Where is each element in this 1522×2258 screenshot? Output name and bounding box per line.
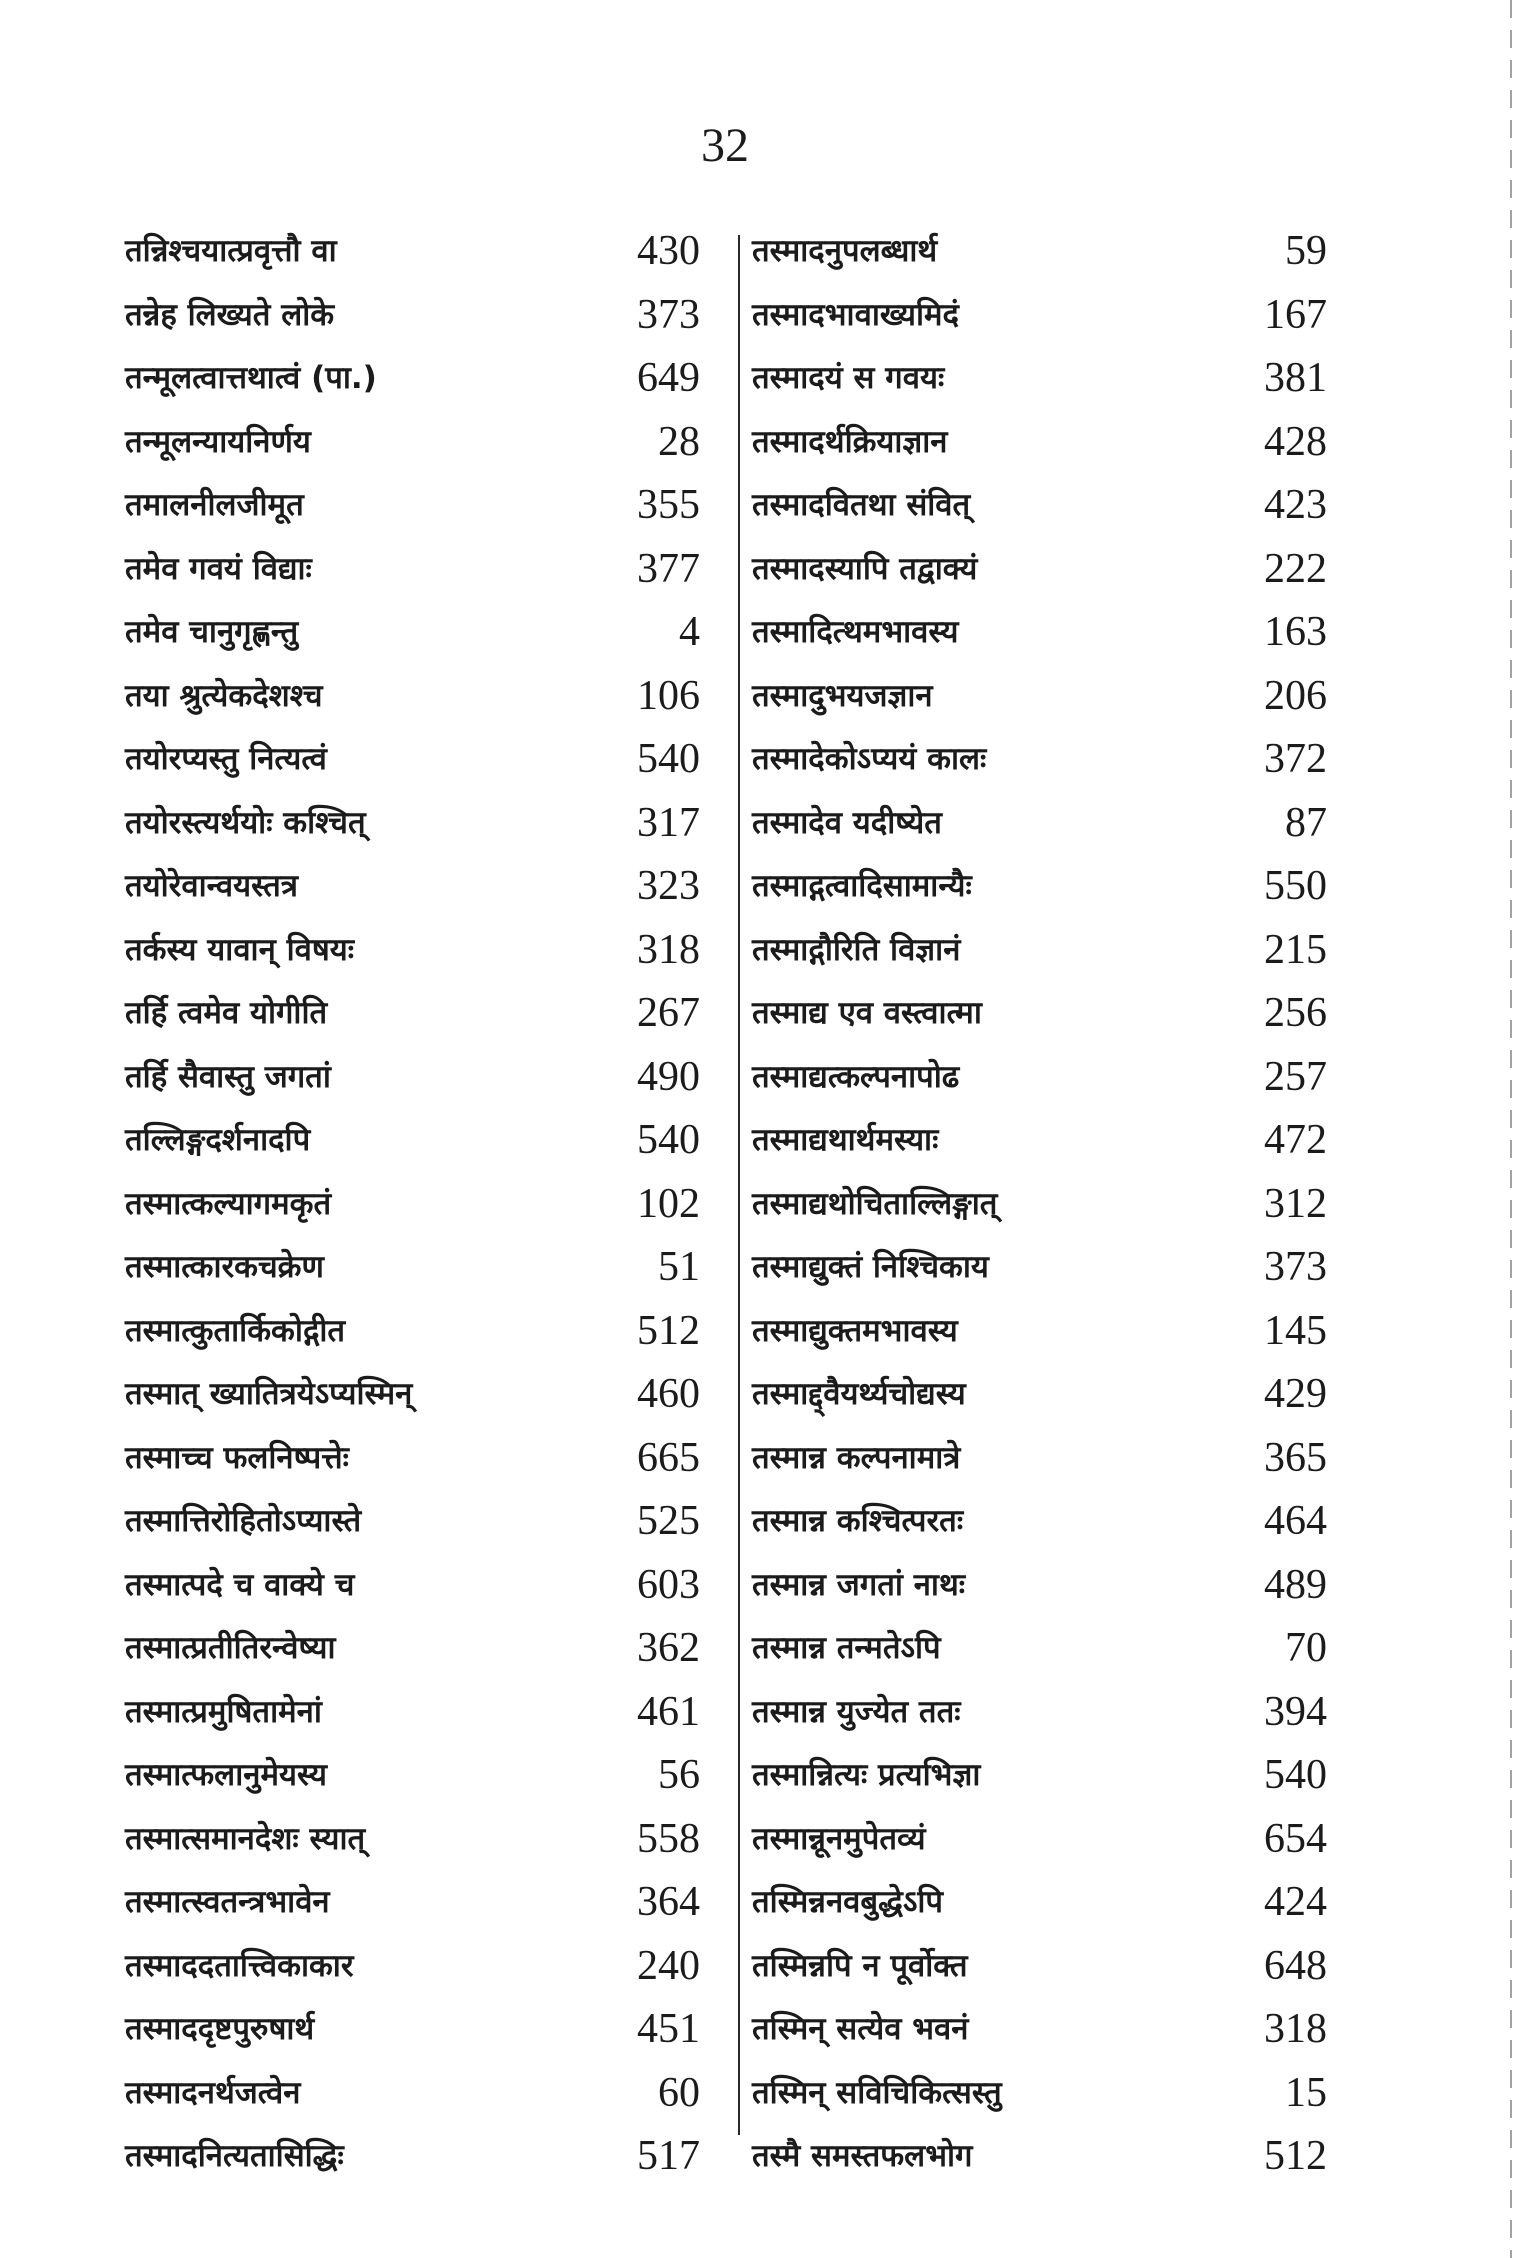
page-reference: 318 [1264, 2006, 1327, 2052]
column-divider [738, 235, 740, 2135]
page-reference: 364 [637, 1879, 700, 1925]
index-term: तस्मादनित्यतासिद्धिः [125, 2138, 344, 2174]
page-reference: 540 [637, 736, 700, 782]
index-term: तस्मादभावाख्यमिदं [752, 296, 959, 333]
index-entry [752, 2062, 1327, 2126]
index-entry [752, 220, 1327, 284]
page-reference: 654 [1264, 1815, 1327, 1862]
page-reference: 665 [637, 1434, 700, 1481]
page-reference: 15 [1285, 2069, 1327, 2116]
index-column-left [125, 220, 720, 2189]
page-reference: 256 [1264, 990, 1327, 1036]
index-entry [752, 1236, 1327, 1300]
index-term: तस्मात्कारकचक्रेण [125, 1249, 324, 1285]
index-entry [125, 1173, 720, 1237]
index-entry [125, 1236, 720, 1300]
page-reference: 167 [1264, 291, 1327, 338]
index-entry [125, 2062, 720, 2126]
page-reference: 424 [1264, 1879, 1327, 1925]
index-term: तमालनीलजीमूत [125, 487, 304, 523]
page-reference: 373 [637, 291, 700, 338]
index-term: तस्मादेव यदीष्येत [752, 804, 942, 841]
index-entry [125, 1046, 720, 1110]
page-reference: 28 [658, 418, 700, 465]
page-reference: 451 [637, 2006, 700, 2052]
page-reference: 59 [1285, 228, 1327, 274]
index-term: तन्नेह लिख्यते लोके [125, 296, 335, 333]
index-entry [752, 411, 1327, 475]
index-term: तस्मात्समानदेशः स्यात् [125, 1820, 366, 1857]
index-entry [125, 538, 720, 602]
index-term: तस्मादनर्थजत्वेन [125, 2074, 301, 2111]
page-reference: 489 [1264, 1561, 1327, 1608]
page-reference: 56 [658, 1752, 700, 1798]
index-term: तस्माद्युक्तं निश्चिकाय [752, 1249, 989, 1285]
index-entry [125, 601, 720, 665]
page-reference: 102 [637, 1180, 700, 1227]
index-entry [752, 1490, 1327, 1554]
index-term: तस्माद्यथार्थमस्याः [752, 1122, 939, 1158]
index-term: तस्मान्नित्यः प्रत्यभिज्ञा [752, 1757, 981, 1793]
page-reference: 512 [1264, 2133, 1327, 2179]
page-reference: 525 [637, 1498, 700, 1544]
index-term: तन्मूलन्यायनिर्णय [125, 423, 311, 460]
index-entry [752, 919, 1327, 983]
page-reference: 517 [637, 2133, 700, 2179]
index-term: तस्माद्गौरिति विज्ञानं [752, 931, 961, 968]
index-term: तस्मादेकोऽप्ययं कालः [752, 741, 987, 777]
page-reference: 60 [658, 2069, 700, 2116]
index-entry [752, 792, 1327, 856]
index-term: तस्मादयं स गवयः [752, 360, 945, 396]
index-entry [752, 474, 1327, 538]
index-term: तस्मादर्थक्रियाज्ञान [752, 423, 948, 460]
page-reference: 355 [637, 482, 700, 528]
index-term: तस्माद्गत्वादिसामान्यैः [752, 868, 972, 904]
index-term: तस्मात्स्वतन्त्रभावेन [125, 1884, 330, 1920]
page-reference: 222 [1264, 545, 1327, 592]
index-entry [125, 1681, 720, 1745]
page-reference: 70 [1285, 1625, 1327, 1671]
index-entry [125, 728, 720, 792]
index-term: तस्मात्तिरोहितोऽप्यास्ते [125, 1503, 362, 1539]
index-term: तस्मात्कुतार्किकोद्गीत [125, 1312, 346, 1349]
index-entry [125, 1109, 720, 1173]
page-reference: 373 [1264, 1244, 1327, 1290]
index-entry [752, 347, 1327, 411]
index-entry [752, 1681, 1327, 1745]
page-reference: 365 [1264, 1434, 1327, 1481]
index-entry [752, 665, 1327, 729]
index-entry [125, 1300, 720, 1364]
page-reference: 145 [1264, 1307, 1327, 1354]
index-entry [125, 1554, 720, 1618]
index-term: तस्मान्न कश्चित्परतः [752, 1503, 964, 1539]
index-entry [752, 1427, 1327, 1491]
index-entry [125, 919, 720, 983]
index-term: तस्मान्न युज्येत ततः [752, 1693, 961, 1730]
index-entry [752, 1998, 1327, 2062]
index-entry [125, 855, 720, 919]
index-entry [125, 1427, 720, 1491]
index-term: तस्मात्प्रतीतिरन्वेष्या [125, 1630, 336, 1666]
page-reference: 4 [679, 609, 700, 655]
index-entry [125, 1744, 720, 1808]
index-entry [752, 982, 1327, 1046]
page-reference: 423 [1264, 482, 1327, 528]
index-term: तस्मादित्थमभावस्य [752, 614, 959, 650]
index-term: तर्कस्य यावान् विषयः [125, 931, 355, 968]
index-term: तस्मिन् सत्येव भवनं [752, 2011, 969, 2047]
page-reference: 648 [1264, 1942, 1327, 1989]
page-reference: 394 [1264, 1688, 1327, 1735]
index-term: तस्मान्न तन्मतेऽपि [752, 1630, 941, 1666]
index-term: तस्माददृष्टपुरुषार्थ [125, 2011, 315, 2047]
index-entry [752, 1744, 1327, 1808]
index-entry [125, 347, 720, 411]
page-reference: 540 [1264, 1752, 1327, 1798]
index-term: तस्मिन् सविचिकित्सस्तु [752, 2074, 1002, 2111]
index-term: तर्हि त्वमेव योगीति [125, 995, 328, 1031]
index-term: तस्माच्च फलनिष्पत्तेः [125, 1439, 349, 1476]
page-reference: 257 [1264, 1053, 1327, 1100]
index-entry [125, 220, 720, 284]
page-reference: 461 [637, 1688, 700, 1735]
page-reference: 381 [1264, 355, 1327, 401]
page-reference: 558 [637, 1815, 700, 1862]
page-reference: 490 [637, 1053, 700, 1100]
index-entry [125, 411, 720, 475]
index-term: तस्मान्नूनमुपेतव्यं [752, 1820, 926, 1857]
page-edge-shadow [1510, 0, 1512, 2258]
index-entry [125, 665, 720, 729]
index-term: तस्मिन्नपि न पूर्वोक्त [752, 1947, 968, 1984]
index-entry [752, 1300, 1327, 1364]
page-reference: 372 [1264, 736, 1327, 782]
page-reference: 267 [637, 990, 700, 1036]
index-term: तस्मात्प्रमुषितामेनां [125, 1693, 322, 1730]
index-entry [125, 474, 720, 538]
page-reference: 460 [637, 1371, 700, 1417]
index-entry [125, 1808, 720, 1872]
page-reference: 215 [1264, 926, 1327, 973]
index-term: तस्मान्न कल्पनामात्रे [752, 1439, 961, 1476]
page-reference: 472 [1264, 1117, 1327, 1163]
page-reference: 312 [1264, 1180, 1327, 1227]
index-term: तस्मान्न जगतां नाथः [752, 1566, 966, 1603]
page-reference: 540 [637, 1117, 700, 1163]
index-term: तस्मात्कल्यागमकृतं [125, 1185, 332, 1222]
index-entry [752, 538, 1327, 602]
page-reference: 163 [1264, 609, 1327, 655]
page-reference: 649 [637, 355, 700, 401]
index-entry [752, 855, 1327, 919]
index-entry [125, 1871, 720, 1935]
index-entry [752, 1935, 1327, 1999]
index-entry [752, 1173, 1327, 1237]
page-reference: 429 [1264, 1371, 1327, 1417]
index-entry [125, 1935, 720, 1999]
page-reference: 550 [1264, 863, 1327, 909]
index-term: तस्माद्यत्कल्पनापोढ [752, 1058, 960, 1095]
page-reference: 428 [1264, 418, 1327, 465]
index-column-right [752, 220, 1327, 2189]
index-term: तस्मिन्ननवबुद्धेऽपि [752, 1884, 943, 1920]
index-entry [752, 1808, 1327, 1872]
index-entry [752, 1046, 1327, 1110]
page-reference: 464 [1264, 1498, 1327, 1544]
index-term: तस्मादुभयजज्ञान [752, 677, 933, 714]
index-term: तस्मादवितथा संवित् [752, 487, 971, 523]
index-term: तयोरप्यस्तु नित्यत्वं [125, 741, 327, 777]
index-term: तल्लिङ्गदर्शनादपि [125, 1122, 311, 1158]
index-term: तस्मात्फलानुमेयस्य [125, 1757, 327, 1793]
page-reference: 430 [637, 228, 700, 274]
index-term: तर्हि सैवास्तु जगतां [125, 1058, 331, 1095]
index-entry [125, 1998, 720, 2062]
index-entry [752, 1617, 1327, 1681]
index-term: तस्माददतात्त्विकाकार [125, 1947, 354, 1984]
index-entry [125, 1490, 720, 1554]
index-term: तमेव चानुगृह्णन्तु [125, 614, 299, 650]
page-reference: 362 [637, 1625, 700, 1671]
page-number: 32 [701, 119, 749, 172]
index-entry [752, 284, 1327, 348]
index-entry [125, 1363, 720, 1427]
page-reference: 512 [637, 1307, 700, 1354]
index-term: तस्माद्युक्तमभावस्य [752, 1312, 958, 1349]
page-reference: 603 [637, 1561, 700, 1608]
page-reference: 87 [1285, 799, 1327, 846]
index-term: तन्निश्चयात्प्रवृत्तौ वा [125, 233, 337, 269]
index-entry [125, 284, 720, 348]
index-term: तस्मै समस्तफलभोग [752, 2138, 973, 2174]
index-entry [125, 1617, 720, 1681]
page-reference: 51 [658, 1244, 700, 1290]
index-term: तस्माद्यथोचिताल्लिङ्गात् [752, 1185, 998, 1222]
index-term: तयोरस्त्यर्थयोः कश्चित् [125, 804, 366, 841]
index-term: तस्मादस्यापि तद्वाक्यं [752, 550, 978, 587]
index-entry [752, 601, 1327, 665]
page-reference: 377 [637, 545, 700, 592]
index-term: तस्माद्द्वैयर्थ्यचोद्यस्य [752, 1376, 966, 1412]
index-term: तन्मूलत्वात्तथात्वं (पा.) [125, 360, 377, 396]
page-reference: 317 [637, 799, 700, 846]
page-reference: 240 [637, 1942, 700, 1989]
index-term: तमेव गवयं विद्याः [125, 550, 312, 587]
index-term: तया श्रुत्येकदेशश्च [125, 677, 323, 714]
index-entry [752, 1554, 1327, 1618]
index-term: तस्मात् ख्यातित्रयेऽप्यस्मिन् [125, 1376, 413, 1412]
page-reference: 323 [637, 863, 700, 909]
index-entry [125, 2125, 720, 2189]
page-reference: 106 [637, 672, 700, 719]
index-term: तस्मादनुपलब्धार्थ [752, 233, 938, 269]
index-term: तस्माद्य एव वस्त्वात्मा [752, 995, 982, 1031]
index-entry [125, 982, 720, 1046]
index-entry [125, 792, 720, 856]
index-entry [752, 728, 1327, 792]
page-reference: 206 [1264, 672, 1327, 719]
index-term: तस्मात्पदे च वाक्ये च [125, 1566, 355, 1603]
index-entry [752, 1871, 1327, 1935]
page-reference: 318 [637, 926, 700, 973]
index-entry [752, 1109, 1327, 1173]
index-term: तयोरेवान्वयस्तत्र [125, 868, 298, 904]
index-entry [752, 1363, 1327, 1427]
index-entry [752, 2125, 1327, 2189]
